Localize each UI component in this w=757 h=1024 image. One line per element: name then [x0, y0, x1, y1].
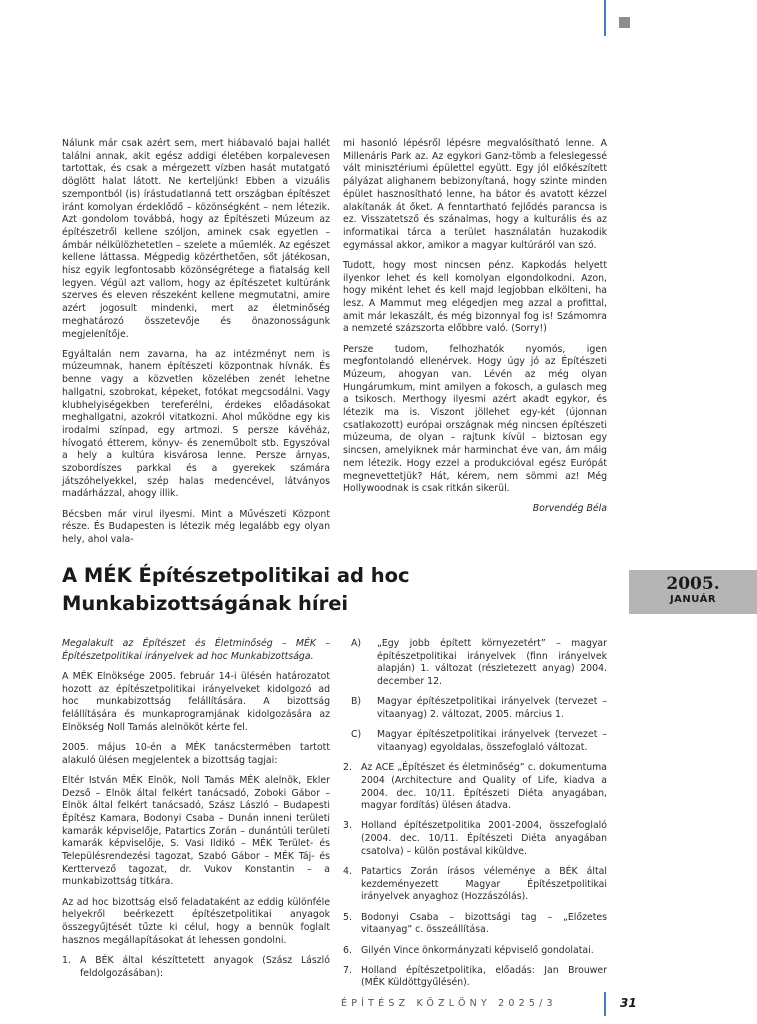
- date-month: JANUÁR: [669, 594, 717, 605]
- news-column-1: [62, 638, 330, 988]
- list-text: Az ACE „Építészet és életminőség” c. dokumentuma 2004 (Architecture and Quality of Life, kiadva a 2004. dec. 10/11. Építészeti Diéta anyagában, magyar fordítás) ülésen átadva.: [361, 762, 607, 812]
- list-number: 2.: [343, 762, 352, 774]
- article-column-1: [62, 138, 330, 554]
- list-letter: B): [351, 696, 362, 708]
- date-year: 2005.: [666, 574, 720, 594]
- list-number: 3.: [343, 820, 352, 832]
- section-title: [62, 562, 410, 618]
- title-line-1: A MÉK Építészetpolitikai ad hoc: [62, 564, 410, 587]
- list-letter: A): [351, 638, 362, 649]
- list-item: [343, 820, 607, 858]
- list-text: Magyar építészetpolitikai irányelvek (tervezet – vitaanyag) 2. változat, 2005. március 1.: [377, 696, 607, 721]
- list-letter: C): [351, 729, 362, 741]
- paragraph: Eltér István MÉK Elnök, Noll Tamás MÉK alelnök, Ekler Dezső – Elnök által felkért tanácsadó, Zoboki Gábor – Elnök által felkért tanácsadó, Szász László – Budapesti Építész Kamara, Bodonyi Csaba – Dunán inneni területi kamarák képviselője, Patartics Zorán – dunántúli területi kamarák képviselője, S. Vasi Ildikó – MÉK Terület- és Településrendezési tagozat, Szabó Gábor – MÉK Táj- és Kerttervező tagozat, dr. Vukov Konstantin – a munkabizottság titkára.: [62, 774, 330, 888]
- intro-paragraph: Megalakult az Építészet és Életminőség – MÉK – Építészetpolitikai irányelvek ad hoc Munkabizottsága.: [62, 638, 330, 662]
- list-item: [343, 762, 607, 813]
- paragraph: Nálunk már csak azért sem, mert hiábavaló bajai hallét találni annak, akit egész addigi életében korpalevesen tartottak, és csak a mérgezett vízben hasát mutatgató döglött halat látott. Ne kerteljünk! Ebben a vizuális szempontból (is) írástudatlanná tett országban építészet iránt komolyan érdeklődő – közönségként – nem létezik. Azt gondolom továbbá, hogy az Építészeti Múzeum az építészetről kellene szóljon, aminek csak egyetlen – ámbár nélkülözhetetlen – szelete a műemlék. Az egészet kellene láttassa. Mégpedig közérthetően, sőt játékosan, hisz egyik legfontosabb közönségrétege a fiatalság kell legyen. Végül azt vallom, hogy az építészetet kultúránk szerves és eleven részeként kellene megmutatni, amire azért jogosult mindenki, mert az életminőség meghatározó összetevője és önazonosságunk megjelenítője.: [62, 138, 330, 340]
- top-divider-line: [604, 0, 606, 36]
- list-text: Holland építészetpolitika, előadás: Jan Brouwer (MÉK Küldöttgyűlésén).: [361, 964, 607, 989]
- author-signature: Borvendég Béla: [532, 503, 607, 515]
- paragraph: Egyáltalán nem zavarna, ha az intézményt nem is múzeumnak, hanem építészeti központnak hívnák. És benne vagy a közvetlen közelében zenét lehetne hallgatni, szobrokat, képeket, fotókat megcsodálni. Vagy klubhelyiségekben tereferélni, érdekes előadásokat meghallgatni, azokról vitatkozni. Ahol működne egy kis irodalmi színpad, egy artmozi. S persze kávéház, hívogató étterem, könyv- és zeneműbolt stb. Egyszóval a hely a kultúra kisvárosa lenne. Persze árnyas, szobordíszes parkkal és a gyerekek számára játszóhelyekkel, szép halas medencével, látványos madárházzal, ahogy illik.: [62, 348, 330, 500]
- list-text: Bodonyi Csaba – bizottsági tag – „Előzetes vitaanyag” c. összeállítása.: [361, 911, 607, 936]
- list-text: Holland építészetpolitika 2001-2004, összefoglaló (2004. dec. 10/11. Építészeti Diéta anyagában csatolva) – külön postával kiküldve.: [361, 820, 607, 857]
- footer-divider-line: [604, 992, 606, 1016]
- date-box: [629, 570, 757, 614]
- sub-list-item: [343, 638, 607, 689]
- list-text: Patartics Zorán írásos véleménye a BÉK által kezdeményezett Magyar Építészetpolitikai irányelvek anyaghoz (Hozzászólás).: [361, 866, 607, 903]
- list-text: „Egy jobb épített környezetért” – magyar építészetpolitikai irányelvek (finn irányelvek alapján) 1. változat (részletezett anyag) 2004. december 12.: [377, 638, 607, 688]
- list-number: 7.: [343, 964, 352, 976]
- list-text: A BÉK által készíttetett anyagok (Szász László feldolgozásában):: [80, 954, 330, 979]
- list-number: 6.: [343, 944, 352, 956]
- list-number: 4.: [343, 866, 352, 878]
- paragraph: Tudott, hogy most nincsen pénz. Kapkodás helyett ilyenkor lehet és kell komolyan elgondolkodni. Azon, hogy miként lehet és kell majd legjobban elkölteni, ha lesz. A Mammut meg elégedjen meg azzal a profittal, amit már lekaszált, és még bizonnyal fog is! Számomra a nemzeté százszorta előbbre való. (Sorry!): [343, 259, 607, 335]
- paragraph: Persze tudom, felhozhatók nyomós, igen megfontolandó ellenérvek. Hogy úgy jó az Építészeti Múzeum, ahogyan van. Lévén az még olyan Hungárumkum, mint amilyen a fokosch, a gulasch meg a tsikosch. Merthogy ilyesmi azért akadt egykor, és létezik ma is. Viszont jöllehet egy-két (újonnan csatlakozott) európai országnak még nincsen építészeti múzeuma, de olyan – rajtunk kívül – biztosan egy sincsen, amelyiknek már harminchat éve van, ám máig nem létezik. Hogy ezzel a produkcióval egész Európát megnevettetjük? Hát, kérem, nem sömmi az! Még Hollywoodnak is csak ritkán sikerül.: [343, 343, 607, 495]
- list-item: [62, 955, 330, 980]
- news-column-2: [343, 638, 607, 998]
- list-item: [343, 945, 607, 958]
- title-line-2: Munkabizottságának hírei: [62, 592, 349, 615]
- list-number: 5.: [343, 911, 352, 923]
- paragraph: Az ad hoc bizottság első feladataként az eddig különféle helyekről beérkezett építészetpolitikai anyagok összegyűjtését tűzte ki célul, hogy a bennük foglalt hasznos megállapításokat át lehessen gondolni.: [62, 896, 330, 946]
- list-item: [343, 912, 607, 937]
- list-text: Gilyén Vince önkormányzati képviselő gondolatai.: [361, 944, 594, 956]
- article-column-2: [343, 138, 607, 516]
- list-item: [343, 965, 607, 990]
- journal-footer: ÉPÍTÉSZ KÖZLÖNY 2025/3: [341, 998, 557, 1009]
- paragraph: 2005. május 10-én a MÉK tanácstermében tartott alakuló ülésen megjelentek a bizottság tagjai:: [62, 741, 330, 766]
- sub-list-item: [343, 729, 607, 754]
- sub-list-item: [343, 696, 607, 721]
- list-number: 1.: [62, 954, 71, 966]
- paragraph: A MÉK Elnöksége 2005. február 14-i ülésén határozatot hozott az építészetpolitikai irányelveket kidolgozó ad hoc munkabizottság felállítására. A bizottság felállítására és munkaprogramjának kidolgozására az Elnökség Noll Tamás alelnököt kérte fel.: [62, 670, 330, 733]
- page-number: 31: [620, 996, 637, 1010]
- list-item: [343, 866, 607, 904]
- paragraph: Bécsben már virul ilyesmi. Mint a Művészeti Központ része. És Budapesten is létezik még legalább egy olyan hely, ahol vala-: [62, 508, 330, 546]
- list-text: Magyar építészetpolitikai irányelvek (tervezet – vitaanyag) egyoldalas, összefoglaló változat.: [377, 729, 607, 753]
- paragraph: mi hasonló lépésről lépésre megvalósítható lenne. A Millenáris Park az. Az egykori Ganz-tömb a feleslegessé vált minisztériumi épülettel együtt. Egy jól előkészített pályázat alighanem bebizonyítaná, hogy szinte minden épület hasznosítható lenne, ha bátor és avatott kézzel alakítanák át őket. A fenntartható fejlődés parancsa is ez. Visszatetsző és szánalmas, hogy a kulturális és az informatikai tárca a terület használatán huzakodik egymással akkor, amikor a magyar kultúráról van szó.: [343, 138, 607, 251]
- corner-square-mark: [619, 17, 630, 28]
